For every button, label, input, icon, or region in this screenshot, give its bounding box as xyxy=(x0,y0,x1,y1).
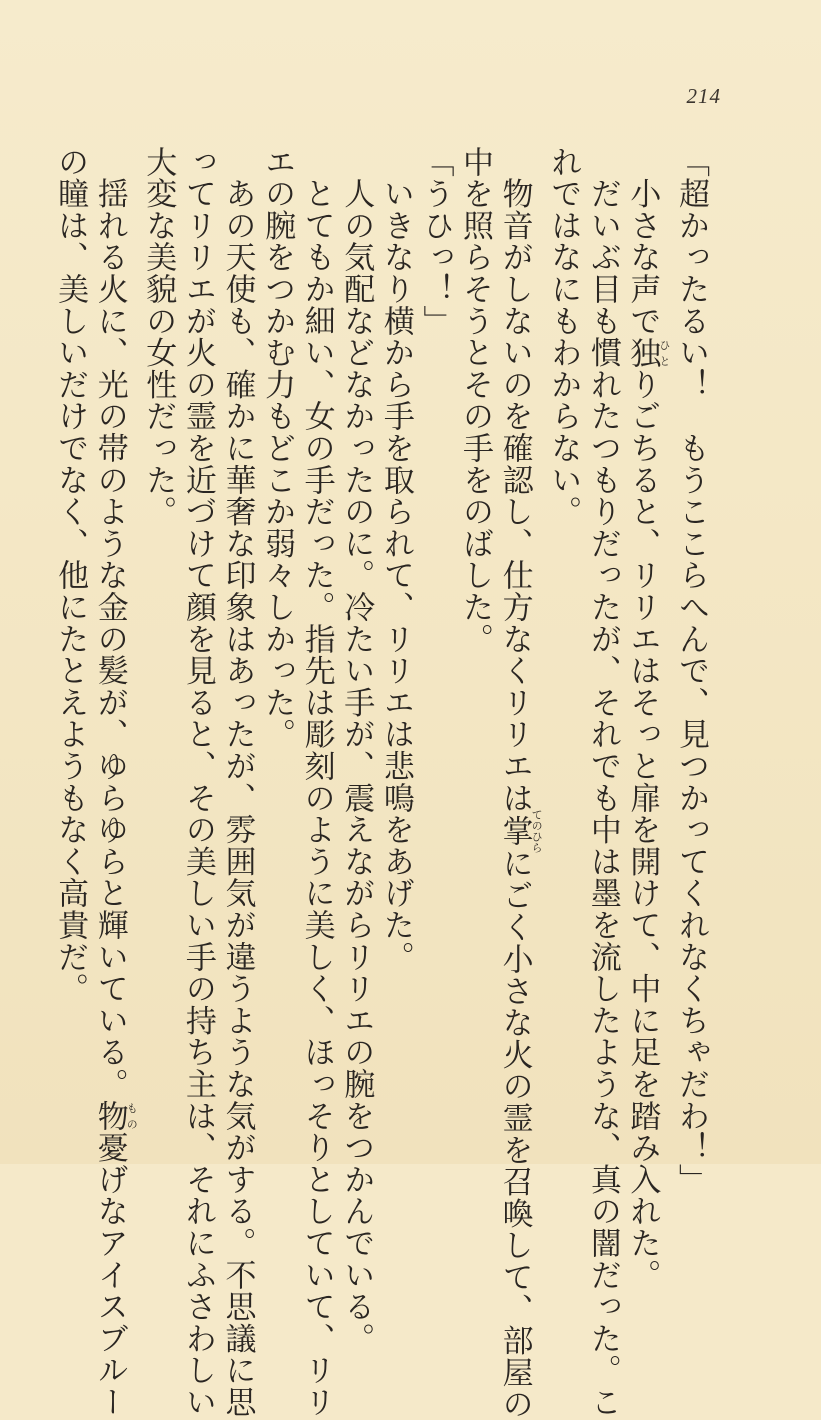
ruby-tenohira: 掌てのひら xyxy=(496,808,544,853)
text-line: れではなにもわからない。 xyxy=(545,146,582,528)
text-line: あの天使も、確かに華奢な印象はあったが、雰囲気が違うような気がする。不思議に思 xyxy=(219,146,256,1418)
text-line: ってリリエが火の霊を近づけて顔を見ると、その美しい手の持ち主は、それにふさわしい xyxy=(179,146,216,1418)
text-line: だいぶ目も慣れたつもりだったが、それでも中は墨を流したような、真の闇だった。こ xyxy=(584,146,621,1418)
text-line: エの腕をつかむ力もどこか弱々しかった。 xyxy=(259,146,296,751)
ruby-reading: てのひら xyxy=(530,808,544,853)
text-line-with-ruby: 小さな声で独ひとりごちると、リリエはそっと扉を開けて、中に足を踏み入れた。 xyxy=(624,146,671,1291)
text-line: とてもか細い、女の手だった。指先は彫刻のように美しく、ほっそりとしていて、リリ xyxy=(298,146,335,1418)
vertical-text-body xyxy=(52,146,710,1420)
page-number: 214 xyxy=(686,84,721,108)
text-line: 中を照らそうとその手をのばした。 xyxy=(457,146,494,655)
ruby-hito: 独ひと xyxy=(624,336,671,369)
text-line-with-ruby: 揺れる火に、光の帯のような金の髪が、ゆらゆらと輝いている。物もの憂げなアイスブルー xyxy=(91,146,139,1419)
ruby-reading: ひと xyxy=(657,336,671,369)
text-line: 「うひっ！」 xyxy=(417,146,454,337)
text-line: いきなり横から手を取られて、リリエは悲鳴をあげた。 xyxy=(377,146,414,973)
text-line: 人の気配などなかったのに。冷たい手が、震えながらリリエの腕をつかんでいる。 xyxy=(338,146,375,1355)
text-line: の瞳は、美しいだけでなく、他にたとえようもなく高貴だ。 xyxy=(52,146,89,1005)
ruby-reading: もの xyxy=(125,1100,139,1132)
text-line-with-ruby: 物音がしないのを確認し、仕方なくリリエは掌てのひらにごく小さな火の霊を召喚して、部屋の xyxy=(496,146,544,1420)
text-line: 「超かったるい！ もうここらへんで、見つかってくれなくちゃだわ！」 xyxy=(673,146,709,1196)
ruby-mono: 物もの xyxy=(91,1100,139,1132)
text-line: 大変な美貌の女性だった。 xyxy=(140,146,177,528)
